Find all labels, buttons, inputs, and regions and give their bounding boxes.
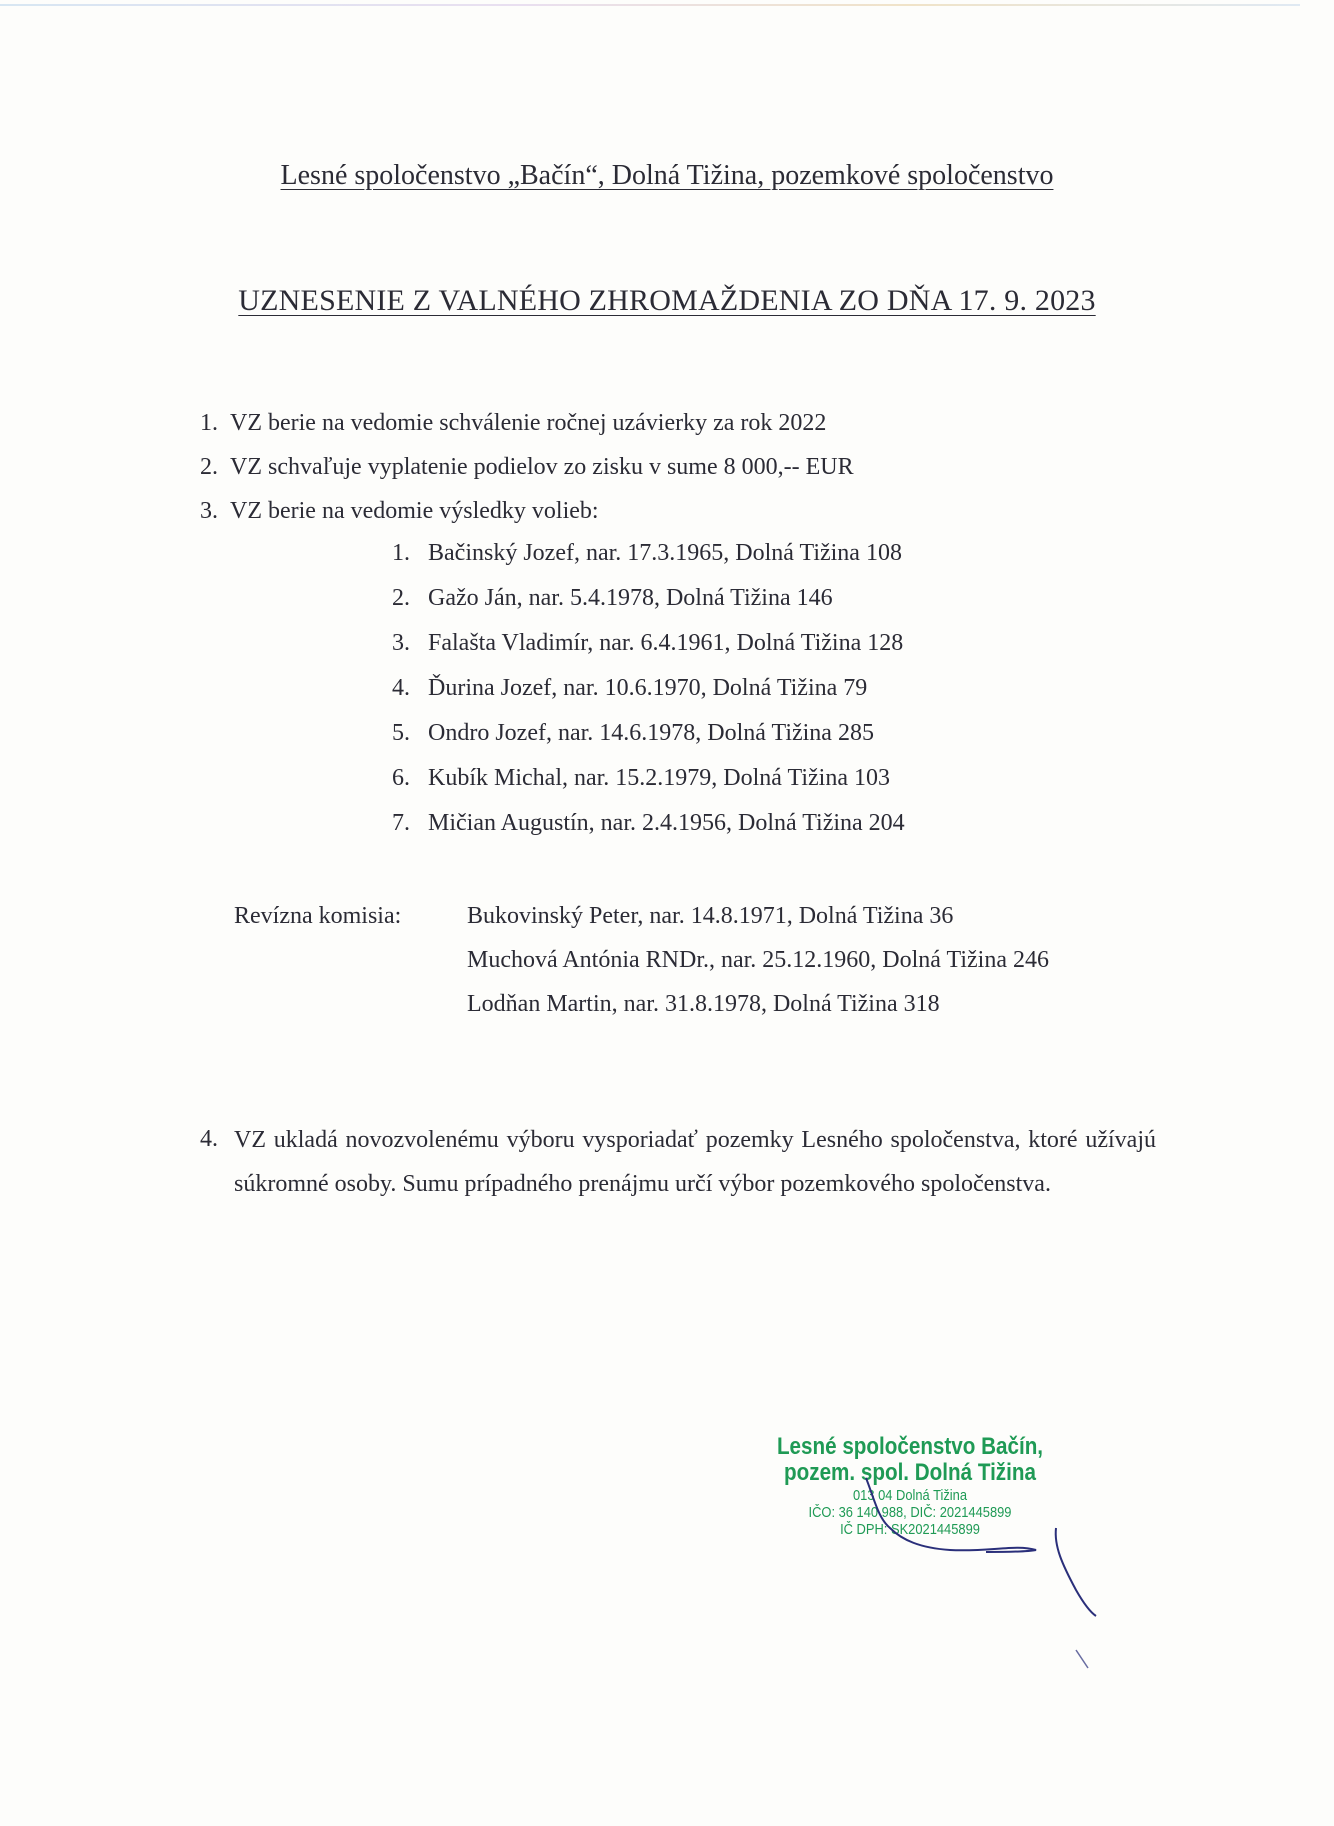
resolution-text: VZ ukladá novozvolenému výboru vysporiadať pozemky Lesného spoločenstva, ktoré užívajú súkromné osoby. Sumu prípadného prenájmu určí výbor pozemkového spoločenstva. <box>234 1127 1156 1197</box>
stamp-line: IČ DPH: SK2021445899 <box>840 1521 980 1538</box>
signature-stroke <box>866 1478 1036 1552</box>
signature <box>840 1440 1120 1680</box>
member-number: 3. <box>392 630 410 656</box>
resolution-number: 1. <box>200 410 218 436</box>
resolution-text: VZ berie na vedomie výsledky volieb: <box>230 498 599 524</box>
stamp-line: IČO: 36 140 988, DIČ: 2021445899 <box>808 1504 1012 1521</box>
resolution-text: VZ berie na vedomie schválenie ročnej uzávierky za rok 2022 <box>230 410 827 436</box>
resolution-number: 3. <box>200 498 218 524</box>
member-number: 5. <box>392 720 410 746</box>
stamp-line: pozem. spol. Dolná Tižina <box>784 1459 1036 1486</box>
signature-stroke <box>1076 1650 1088 1668</box>
audit-member: Muchová Antónia RNDr., nar. 25.12.1960, Dolná Tižina 246 <box>467 947 1049 973</box>
member-number: 4. <box>392 675 410 701</box>
resolution-number: 2. <box>200 454 218 480</box>
stamp-line: Lesné spoločenstvo Bačín, <box>776 1433 1044 1460</box>
member-text: Falašta Vladimír, nar. 6.4.1961, Dolná Tižina 128 <box>428 630 904 656</box>
signature-stroke <box>1056 1528 1096 1616</box>
member-text: Mičian Augustín, nar. 2.4.1956, Dolná Tižina 204 <box>428 810 905 836</box>
organization-heading: Lesné spoločenstvo „Bačín“, Dolná Tižina, pozemkové spoločenstvo <box>280 160 1054 191</box>
member-text: Kubík Michal, nar. 15.2.1979, Dolná Tižina 103 <box>428 765 890 791</box>
resolution-title: UZNESENIE Z VALNÉHO ZHROMAŽDENIA ZO DŇA 17. 9. 2023 <box>238 284 1096 317</box>
audit-member: Bukovinský Peter, nar. 14.8.1971, Dolná Tižina 36 <box>467 903 954 929</box>
member-number: 2. <box>392 585 410 611</box>
audit-committee-label: Revízna komisia: <box>234 903 402 929</box>
resolution-number: 4. <box>200 1126 218 1152</box>
member-number: 7. <box>392 810 410 836</box>
stamp-line: 013 04 Dolná Tižina <box>852 1487 968 1504</box>
member-number: 1. <box>392 540 410 566</box>
member-text: Bačinský Jozef, nar. 17.3.1965, Dolná Tižina 108 <box>428 540 902 566</box>
scan-edge-line <box>0 4 1300 6</box>
member-number: 6. <box>392 765 410 791</box>
audit-member: Lodňan Martin, nar. 31.8.1978, Dolná Tižina 318 <box>467 991 940 1017</box>
member-text: Ondro Jozef, nar. 14.6.1978, Dolná Tižina 285 <box>428 720 874 746</box>
member-text: Gažo Ján, nar. 5.4.1978, Dolná Tižina 146 <box>428 585 833 611</box>
resolution-text: VZ schvaľuje vyplatenie podielov zo zisku v sume 8 000,-- EUR <box>230 454 854 480</box>
member-text: Ďurina Jozef, nar. 10.6.1970, Dolná Tižina 79 <box>428 675 868 701</box>
